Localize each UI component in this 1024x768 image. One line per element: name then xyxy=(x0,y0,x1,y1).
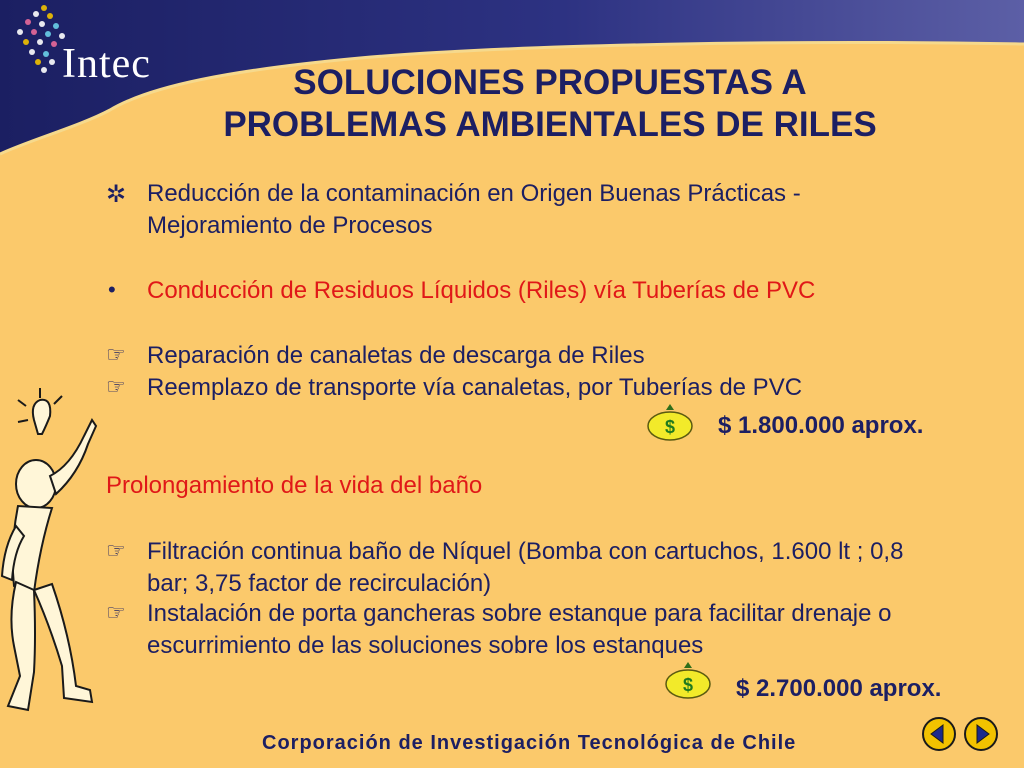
idea-figure-icon xyxy=(0,376,110,736)
item-reduccion-line2: Mejoramiento de Procesos xyxy=(147,212,433,239)
item-reparacion: Reparación de canaletas de descarga de Riles xyxy=(147,342,645,369)
hand-pointer-icon: ☞ xyxy=(106,374,126,399)
item-filtracion-line2: bar; 3,75 factor de recirculación) xyxy=(147,570,492,597)
title-line-1: SOLUCIONES PROPUESTAS A xyxy=(293,63,807,102)
money-bag-icon xyxy=(646,402,694,442)
slide-title xyxy=(200,62,900,146)
footer-organization: Corporación de Investigación Tecnológica de Chile xyxy=(262,732,797,754)
item-conduccion: Conducción de Residuos Líquidos (Riles) vía Tuberías de PVC xyxy=(147,277,816,304)
item-instalacion-line1: Instalación de porta gancheras sobre estanque para facilitar drenaje o xyxy=(147,600,892,627)
money-bag-icon xyxy=(664,660,712,700)
item-instalacion-line2: escurrimiento de las soluciones sobre los estanques xyxy=(147,632,704,659)
item-reemplazo: Reemplazo de transporte vía canaletas, por Tuberías de PVC xyxy=(147,374,803,401)
cost-2: $ 2.700.000 aprox. xyxy=(736,675,942,702)
intec-logo: Intec xyxy=(62,41,151,87)
item-reduccion-line1: Reducción de la contaminación en Origen Buenas Prácticas - xyxy=(147,180,801,207)
money-bag-symbol: $ xyxy=(664,417,676,437)
money-bag-symbol: $ xyxy=(682,675,694,695)
item-filtracion-line1: Filtración continua baño de Níquel (Bomba con cartuchos, 1.600 lt ; 0,8 xyxy=(147,538,904,565)
hand-pointer-icon: ☞ xyxy=(106,538,126,563)
previous-slide-button[interactable] xyxy=(921,716,957,752)
dot-bullet-icon: • xyxy=(108,277,116,302)
next-slide-button[interactable] xyxy=(963,716,999,752)
hand-pointer-icon: ☞ xyxy=(106,600,126,625)
section-heading-bano: Prolongamiento de la vida del baño xyxy=(106,472,483,499)
asterisk-bullet-icon: ✲ xyxy=(106,181,127,208)
hand-pointer-icon: ☞ xyxy=(106,342,126,367)
title-line-2: PROBLEMAS AMBIENTALES DE RILES xyxy=(223,105,877,144)
cost-1: $ 1.800.000 aprox. xyxy=(718,412,924,439)
